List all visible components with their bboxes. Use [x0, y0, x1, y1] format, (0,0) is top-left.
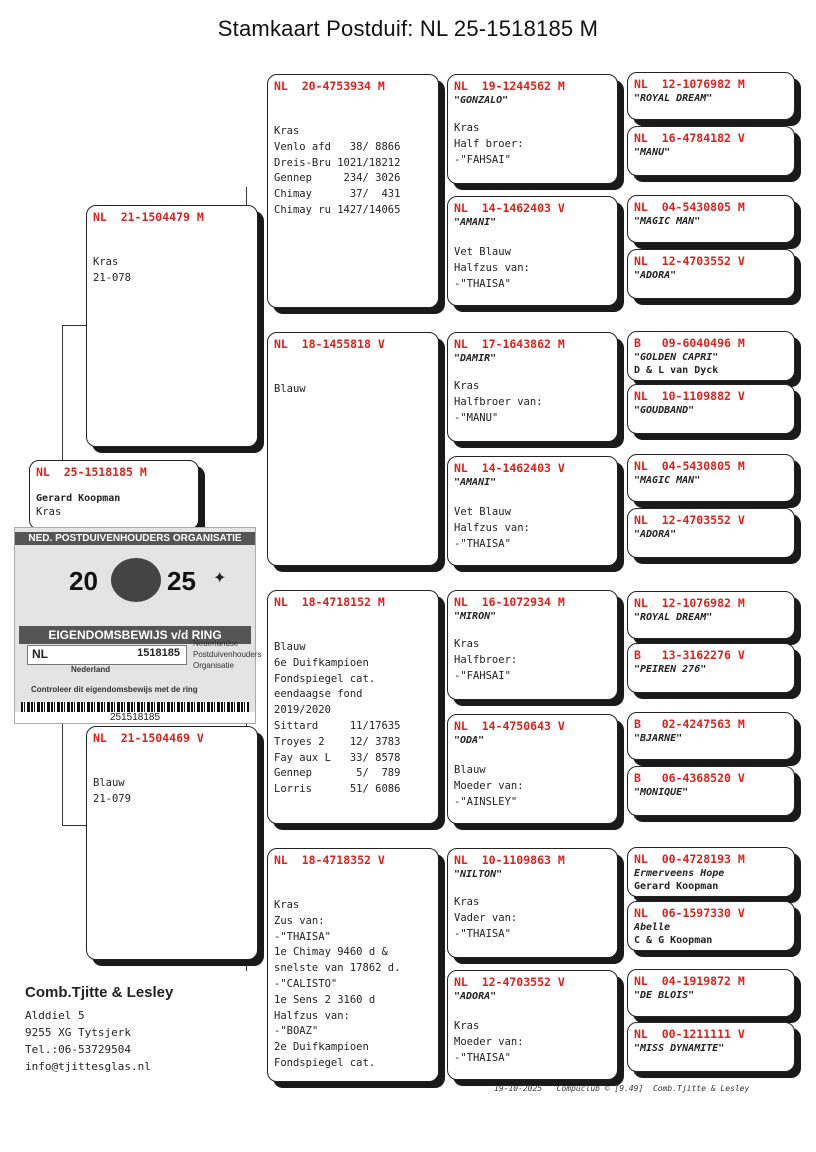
- ggg-card: [627, 969, 795, 1017]
- grandparent-card: [267, 74, 439, 308]
- breeder-name: Comb.Tjitte & Lesley: [25, 984, 174, 1001]
- nederland-label: Nederland: [71, 665, 111, 674]
- great-grandparent-card: [447, 332, 618, 442]
- pigeon-name: "MANU": [634, 147, 671, 158]
- card-notes: Kras Halfbroer: -"FAHSAI": [454, 638, 518, 682]
- ggg-card: [627, 766, 795, 816]
- great-grandparent-card: [447, 590, 618, 700]
- great-grandparent-card: [447, 970, 618, 1080]
- ggg-card: [627, 591, 795, 639]
- ring-number: NL 14-4750643 V: [454, 719, 565, 733]
- breeder-info: [25, 984, 173, 1075]
- ggg-card: [627, 643, 795, 693]
- ownership-card-header: NED. POSTDUIVENHOUDERS ORGANISATIE: [15, 532, 255, 545]
- pigeon-name: "GOUDBAND": [634, 405, 695, 416]
- ggg-card: [627, 72, 795, 120]
- ring-number: NL 00-1211111 V: [634, 1027, 745, 1041]
- ggg-card: [627, 847, 795, 897]
- ring-number: NL 18-4718352 V: [274, 853, 385, 867]
- pigeon-name: "ROYAL DREAM": [634, 612, 713, 623]
- card-notes: Kras: [36, 506, 62, 518]
- ggg-card: [627, 901, 795, 951]
- card-notes: Kras 21-078: [93, 256, 131, 284]
- card-notes: Blauw: [274, 383, 306, 395]
- pigeon-name: "AMANI": [454, 217, 497, 228]
- ggg-card: [627, 195, 795, 243]
- connector-line: [62, 825, 86, 826]
- great-grandparent-card: [447, 74, 618, 184]
- ggg-card: [627, 384, 795, 434]
- pigeon-name: "MAGIC MAN": [634, 216, 701, 227]
- pigeon-name: "BJARNE": [634, 733, 683, 744]
- card-notes: Blauw 21-079: [93, 777, 131, 805]
- npo-line: Organisatie: [193, 661, 234, 670]
- page-title: Stamkaart Postduif: NL 25-1518185 M: [217, 16, 599, 41]
- ring-number: NL 20-4753934 M: [274, 79, 385, 93]
- pigeon-icon: ✦: [213, 570, 227, 587]
- pigeon-name: "DAMIR": [454, 353, 497, 364]
- npo-line: Postduivenhouders: [193, 650, 262, 659]
- ring-number: NL 18-1455818 V: [274, 337, 385, 351]
- card-notes: Kras Zus van: -"THAISA" 1e Chimay 9460 d & snelste van 17862 d. -"CALISTO" 1e Sens 2 3160 d Halfzus van: -"BOAZ" 2e Duifkampioen Fondspiegel cat.: [274, 899, 401, 1069]
- ring-number: NL 21-1504479 M: [93, 210, 204, 224]
- ggg-card: [627, 454, 795, 502]
- ggg-card: [627, 508, 795, 558]
- ring-number: NL 10-1109863 M: [454, 853, 565, 867]
- ring-number: NL 04-1919872 M: [634, 974, 745, 988]
- owner-name: Gerard Koopman: [634, 881, 719, 892]
- ggg-card: [627, 712, 795, 760]
- pigeon-name: "ADORA": [454, 991, 497, 1002]
- grandparent-card: [267, 848, 439, 1082]
- ring-number: NL 12-4703552 V: [634, 513, 745, 527]
- ownership-note: Controleer dit eigendomsbewijs met de ring: [31, 685, 198, 694]
- pigeon-name: "PEIREN 276": [634, 664, 707, 675]
- ggg-card: [627, 126, 795, 176]
- great-grandparent-card: [447, 196, 618, 306]
- ring-number: NL 21-1504469 V: [93, 731, 204, 745]
- footer-text: 19-10-2025 Compuclub © [9.49] Comb.Tjitte & Lesley: [494, 1084, 750, 1093]
- owner-name: C & G Koopman: [634, 935, 713, 946]
- ggg-card: [627, 331, 795, 381]
- ring-number: NL 18-4718152 M: [274, 595, 385, 609]
- pigeon-name: Ermerveens Hope: [634, 868, 725, 879]
- npo-lines: [193, 638, 262, 671]
- card-notes: Vet Blauw Halfzus van: -"THAISA": [454, 246, 530, 290]
- great-grandparent-card: [447, 714, 618, 824]
- card-notes: Kras Halfbroer van: -"MANU": [454, 380, 543, 424]
- pigeon-name: "ADORA": [634, 529, 677, 540]
- country-code: NL: [32, 647, 48, 661]
- great-grandparent-card: [447, 456, 618, 566]
- ring-number: NL 00-4728193 M: [634, 852, 745, 866]
- card-notes: Kras Moeder van: -"THAISA": [454, 1020, 524, 1064]
- pigeon-name: "MONIQUE": [634, 787, 689, 798]
- owner-name: Gerard Koopman: [36, 493, 121, 504]
- sire-card: [86, 205, 258, 447]
- grandparent-card: [267, 332, 439, 566]
- card-notes: Blauw 6e Duifkampioen Fondspiegel cat. eendaagse fond 2019/2020 Sittard 11/17635 Troyes 2 12/ 3783 Fay aux L 33/ 8578 Gennep 5/ 789 Lorris 51/ 6086: [274, 641, 401, 796]
- breeder-phone: Tel.:06-53729504: [25, 1043, 131, 1056]
- pigeon-name: Abelle: [634, 922, 671, 933]
- ring-number: NL 17-1643862 M: [454, 337, 565, 351]
- ring-number: NL 04-5430805 M: [634, 200, 745, 214]
- card-notes: Kras Venlo afd 38/ 8866 Dreis-Bru 1021/18212 Gennep 234/ 3026 Chimay 37/ 431 Chimay ru 1427/14065: [274, 125, 401, 216]
- ggg-card: [627, 249, 795, 299]
- pigeon-name: "GONZALO": [454, 95, 509, 106]
- ring-number: NL 25-1518185 M: [36, 465, 147, 479]
- year-right: 25: [167, 566, 196, 596]
- card-notes: Kras Vader van: -"THAISA": [454, 896, 518, 940]
- card-notes: Blauw Moeder van: -"AINSLEY": [454, 764, 524, 808]
- ring-number: NL 16-1072934 M: [454, 595, 565, 609]
- pigeon-name: "NILTON": [454, 869, 503, 880]
- breeder-email: info@tjittesglas.nl: [25, 1060, 151, 1073]
- pigeon-name: "AMANI": [454, 477, 497, 488]
- ring-number: B 13-3162276 V: [634, 648, 745, 662]
- pigeon-name: "MAGIC MAN": [634, 475, 701, 486]
- ring-number: NL 19-1244562 M: [454, 79, 565, 93]
- lion-emblem-icon: [111, 558, 161, 602]
- grandparent-card: [267, 590, 439, 824]
- ring-box: [27, 645, 187, 665]
- card-notes: Kras Half broer: -"FAHSAI": [454, 122, 524, 166]
- ownership-card: [14, 527, 262, 724]
- ring-number: NL 04-5430805 M: [634, 459, 745, 473]
- pigeon-name: "MISS DYNAMITE": [634, 1043, 725, 1054]
- pigeon-name: "ROYAL DREAM": [634, 93, 713, 104]
- card-notes: Vet Blauw Halfzus van: -"THAISA": [454, 506, 530, 550]
- ring-number: NL 14-1462403 V: [454, 201, 565, 215]
- pigeon-name: "ODA": [454, 735, 485, 746]
- pigeon-name: "GOLDEN CAPRI": [634, 352, 719, 363]
- ggg-card: [627, 1022, 795, 1072]
- year-left: 20: [69, 566, 98, 596]
- ring-number: NL 12-1076982 M: [634, 77, 745, 91]
- ownership-band: EIGENDOMSBEWIJS v/d RING: [19, 626, 251, 644]
- ring-number: B 06-4368520 V: [634, 771, 745, 785]
- ring-number: NL 12-1076982 M: [634, 596, 745, 610]
- pigeon-name: "MIRON": [454, 611, 497, 622]
- ring-number: NL 06-1597330 V: [634, 906, 745, 920]
- ring-number: NL 16-4784182 V: [634, 131, 745, 145]
- ring-number: 1518185: [137, 647, 180, 659]
- ring-number: NL 14-1462403 V: [454, 461, 565, 475]
- breeder-address: Alddiel 5: [25, 1009, 85, 1022]
- ring-number: B 09-6040496 M: [634, 336, 745, 350]
- pigeon-name: "ADORA": [634, 270, 677, 281]
- ring-number: NL 12-4703552 V: [454, 975, 565, 989]
- ring-number: NL 10-1109882 V: [634, 389, 745, 403]
- great-grandparent-card: [447, 848, 618, 958]
- subject-card: [29, 460, 199, 530]
- barcode-number: 251518185: [15, 712, 255, 723]
- pigeon-name: "DE BLOIS": [634, 990, 695, 1001]
- dam-card: [86, 726, 258, 960]
- npo-line: Nederlandse: [193, 639, 239, 648]
- breeder-city: 9255 XG Tytsjerk: [25, 1026, 131, 1039]
- connector-line: [62, 325, 86, 326]
- ring-number: B 02-4247563 M: [634, 717, 745, 731]
- ring-number: NL 12-4703552 V: [634, 254, 745, 268]
- owner-name: D & L van Dyck: [634, 365, 719, 376]
